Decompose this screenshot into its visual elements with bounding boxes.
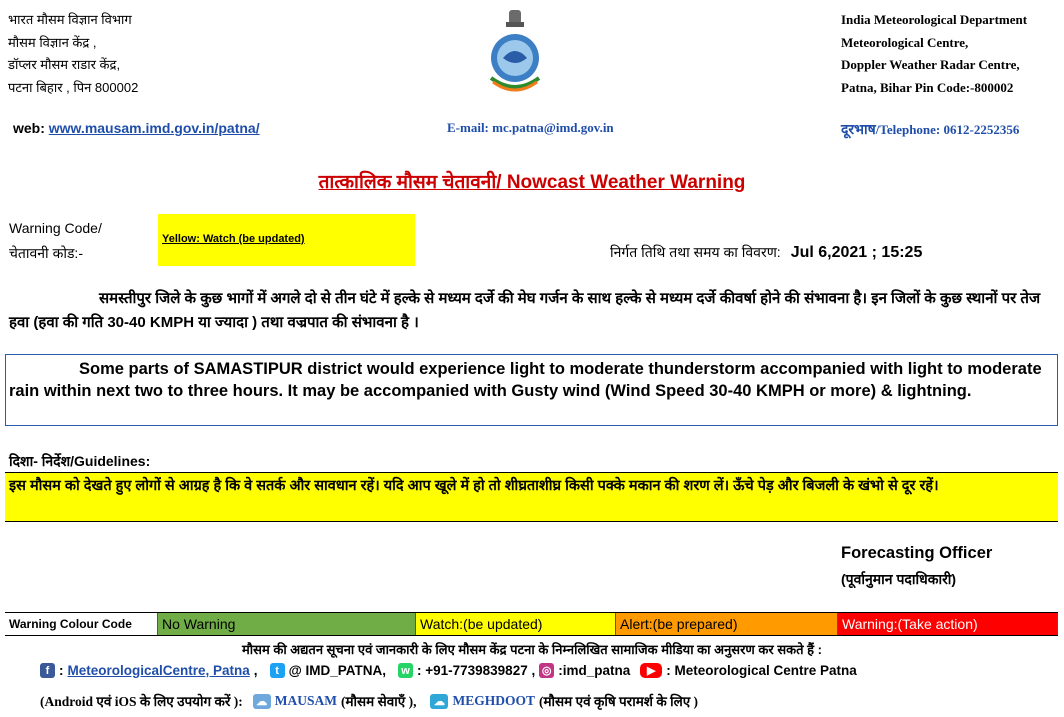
email-text: E-mail: mc.patna@imd.gov.in (447, 120, 614, 135)
social-heading: मौसम की अद्यतन सूचना एवं जानकारी के लिए मौसम केंद्र पटना के निम्नलिखित सामाजिक मीडिया का अनुसरण कर सकते हैं : (242, 642, 822, 657)
header-left-line: भारत मौसम विज्ञान विभाग (8, 12, 132, 27)
phone-row (841, 120, 1019, 139)
facebook-link[interactable]: MeteorologicalCentre, Patna (67, 663, 250, 678)
header-left-address (8, 9, 138, 99)
warning-code-label (9, 216, 102, 266)
header-left-line: मौसम विज्ञान केंद्र , (8, 34, 97, 50)
meghdoot-app-desc: (मौसम एवं कृषि परामर्श के लिए ) (538, 694, 699, 709)
legend-no-warning: No Warning (158, 613, 416, 635)
forecasting-officer: Forecasting Officer (841, 544, 993, 562)
mausam-app-desc: (मौसम सेवाएँ ), (340, 694, 417, 709)
header-right-line: Doppler Weather Radar Centre, (841, 57, 1020, 72)
issued-value: Jul 6,2021 ; 15:25 (790, 244, 923, 261)
header-right-address (841, 9, 1027, 99)
warning-text-hindi: समस्तीपुर जिले के कुछ भागों में अगले दो से तीन घंटे में हल्के से मध्यम दर्जे की मेघ गर्जन के साथ हल्के से मध्यम दर्जे कीवर्षा होने की संभावना है। इन जिलों के कुछ स्थानों पर तेज हवा (हवा की गति 30-40 KMPH या ज्यादा ) तथा वज्रपात की संभावना है । (9, 290, 1041, 331)
header-right-line: Meteorological Centre, (841, 34, 969, 50)
warning-code-value: Yellow: Watch (be updated) (162, 233, 305, 245)
instagram-icon: ◎ (539, 663, 554, 678)
youtube-icon: ▶ (640, 663, 662, 678)
forecasting-officer-hi: (पूर्वानुमान पदाधिकारी) (841, 571, 957, 587)
legend-warning: Warning:(Take action) (838, 613, 1058, 635)
issued-datetime (610, 243, 922, 262)
header-left-line: डॉप्लर मौसम राडार केंद्र, (8, 57, 121, 72)
whatsapp-number[interactable]: : +91-7739839827 , (416, 663, 536, 678)
header-right-line: Patna, Bihar Pin Code:-800002 (841, 79, 1014, 95)
phone-number: /Telephone: 0612-2252356 (875, 122, 1020, 137)
legend-label: Warning Colour Code (5, 613, 158, 635)
header-right-line: India Meteorological Department (841, 12, 1028, 27)
warning-code-box (158, 214, 415, 266)
web-link[interactable]: www.mausam.imd.gov.in/patna/ (48, 120, 260, 136)
twitter-handle[interactable]: @ IMD_PATNA, (288, 663, 386, 678)
issued-label: निर्गत तिथि तथा समय का विवरण: (610, 244, 781, 260)
meghdoot-app-name[interactable]: MEGHDOOT (452, 693, 535, 708)
instagram-handle[interactable]: :imd_patna (558, 663, 631, 678)
apps-prefix: (Android एवं iOS के लिए उपयोग करें ): (40, 694, 243, 709)
social-row: f : MeteorologicalCentre, Patna , t @ IMD_PATNA, w : +91-7739839827 , ◎ :imd_patna ▶ : Meteorological Centre Patna (40, 663, 857, 678)
web-row (13, 120, 260, 136)
guidelines-label: दिशा- निर्देश/Guidelines: (9, 453, 151, 469)
youtube-channel[interactable]: : Meteorological Centre Patna (666, 663, 857, 678)
phone-label-hi: दूरभाष (841, 123, 876, 138)
legend-alert: Alert:(be prepared) (616, 613, 838, 635)
web-label: web: (13, 120, 45, 136)
warning-text-english: Some parts of SAMASTIPUR district would experience light to moderate thunderstorm accompanied with light to moderate rain within next two to three hours. It may be accompanied with Gusty wind (Wind Speed 30-40 KMPH or more) & lightning. (9, 360, 1042, 400)
guidelines-text: इस मौसम को देखते हुए लोगों से आग्रह है कि वे सतर्क और सावधान रहें। यदि आप खूले में हो तो शीघ्रताशीघ्र किसी पक्के मकान की शरण लें। ऊँचे पेड़ और बिजली के खंभो से दूर रहें। (9, 478, 939, 494)
page-title: तात्कालिक मौसम चेतावनी/ Nowcast Weather Warning (318, 172, 746, 193)
header-left-line: पटना बिहार , पिन 800002 (8, 79, 139, 95)
warning-colour-legend (5, 612, 1058, 636)
legend-watch: Watch:(be updated) (416, 613, 616, 635)
mausam-app-name[interactable]: MAUSAM (274, 693, 337, 708)
twitter-icon: t (270, 663, 285, 678)
imd-emblem-icon (487, 8, 543, 98)
app-row (40, 692, 698, 710)
warning-code-label-en: Warning Code/ (9, 220, 102, 236)
facebook-icon: f (40, 663, 55, 678)
whatsapp-icon: w (398, 663, 413, 678)
meghdoot-app-icon: ☁ (430, 694, 448, 709)
warning-code-label-hi: चेतावनी कोड:- (9, 245, 83, 261)
mausam-app-icon: ☁ (253, 694, 271, 709)
